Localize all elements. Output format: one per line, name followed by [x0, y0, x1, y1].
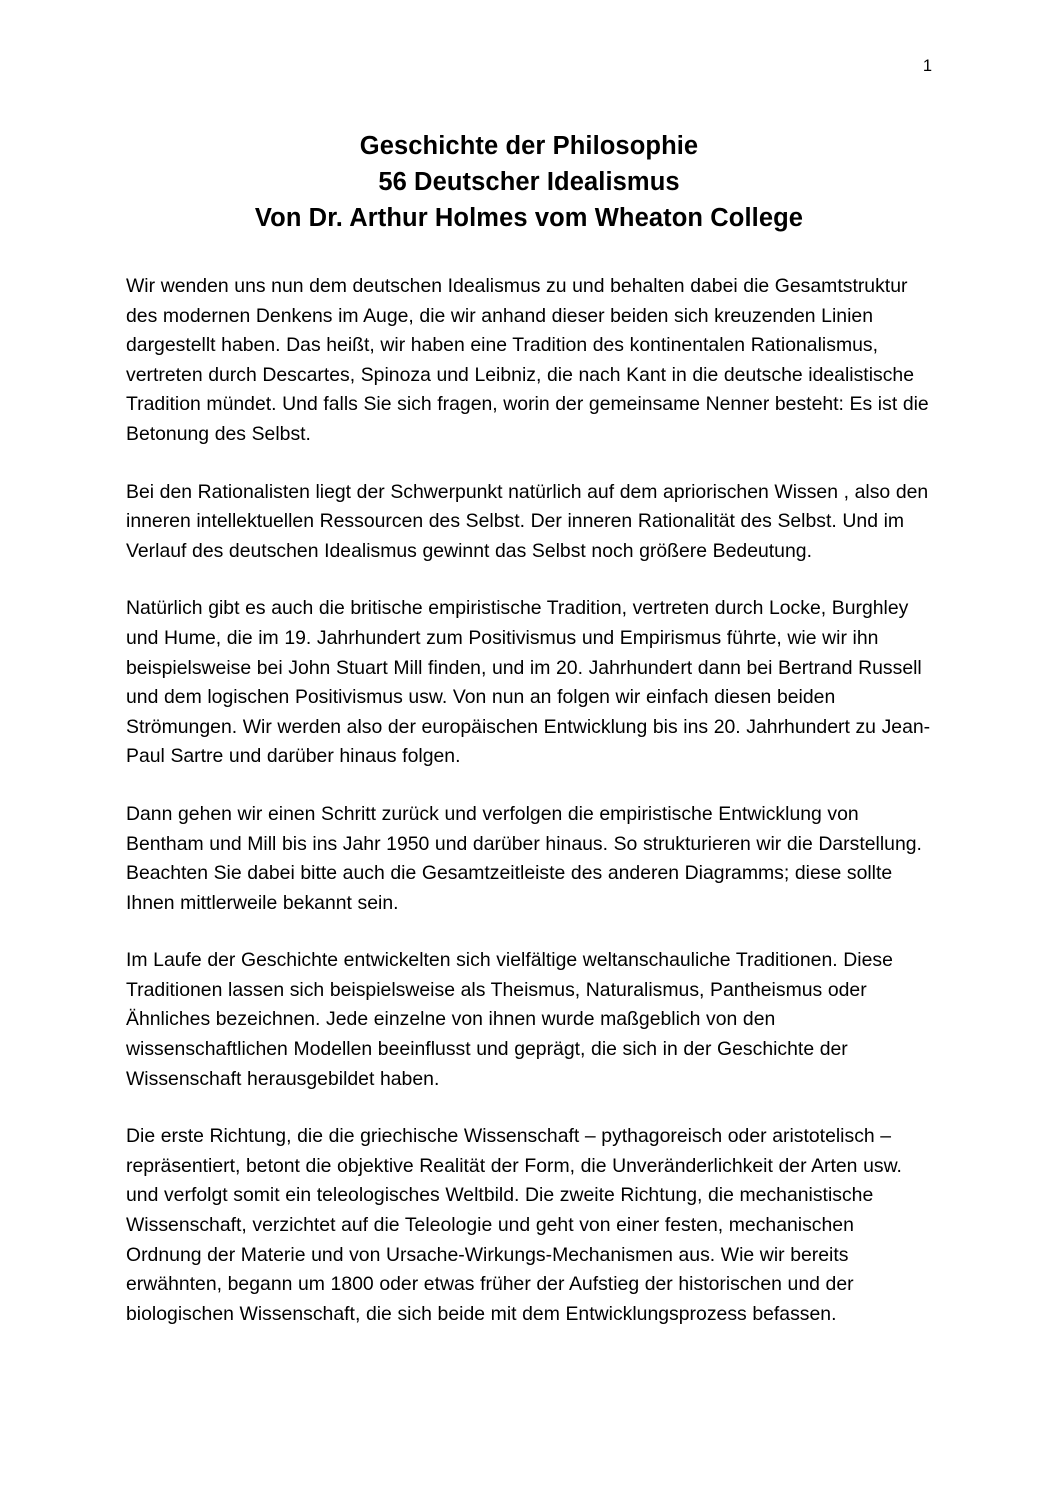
paragraph: Bei den Rationalisten liegt der Schwerpunkt natürlich auf dem apriorischen Wissen , also den inneren intellektuellen Ressourcen des Selbst. Der inneren Rationalität des Selbst. Und im Verlauf des deutschen Idealismus gewinnt das Selbst noch größere Bedeutung. — [126, 480, 929, 562]
page-title — [126, 128, 932, 237]
title-line-1: Geschichte der Philosophie — [359, 132, 699, 160]
paragraph: Die erste Richtung, die die griechische Wissenschaft – pythagoreisch oder aristotelisch – repräsentiert, betont die objektive Realität der Form, die Unveränderlichkeit der Arten usw. und verfolgt somit ein teleologisches Weltbild. Die zweite Richtung, die mechanistische Wissenschaft, verzichtet auf die Teleologie und geht von einer festen, mechanischen Ordnung der Materie und von Ursache-Wirkungs-Mechanismen aus. Wie wir bereits erwähnten, begann um 1800 oder etwas früher der Aufstieg der historischen und der biologischen Wissenschaft, die sich beide mit dem Entwicklungsprozess befassen. — [126, 1125, 902, 1325]
paragraph: Natürlich gibt es auch die britische empiristische Tradition, vertreten durch Locke, Burghley und Hume, die im 19. Jahrhundert zum Positivismus und Empirismus führte, wie wir ihn beispielsweise bei John Stuart Mill finden, und im 20. Jahrhundert dann bei Bertrand Russell und dem logischen Positivismus usw. Von nun an folgen wir einfach diesen beiden Strömungen. Wir werden also der europäischen Entwicklung bis ins 20. Jahrhundert zu Jean-Paul Sartre und darüber hinaus folgen. — [126, 597, 931, 768]
title-line-3: Von Dr. Arthur Holmes vom Wheaton College — [254, 204, 804, 233]
paragraph: Im Laufe der Geschichte entwickelten sich vielfältige weltanschauliche Traditionen. Diese Traditionen lassen sich beispielsweise als Theismus, Naturalismus, Pantheismus oder Ähnliches bezeichnen. Jede einzelne von ihnen wurde maßgeblich von den wissenschaftlichen Modellen beeinflusst und geprägt, die sich in der Geschichte der Wissenschaft herausgebildet haben. — [126, 949, 893, 1090]
page-number: 1 — [922, 57, 932, 75]
paragraph: Wir wenden uns nun dem deutschen Idealismus zu und behalten dabei die Gesamtstruktur des modernen Denkens im Auge, die wir anhand dieser beiden sich kreuzenden Linien dargestellt haben. Das heißt, wir haben eine Tradition des kontinentalen Rationalismus, vertreten durch Descartes, Spinoza und Leibniz, die nach Kant in die deutsche idealistische Tradition mündet. Und falls Sie sich fragen, worin der gemeinsame Nenner besteht: Es ist die Betonung des Selbst. — [126, 275, 929, 445]
title-line-2: 56 Deutscher Idealismus — [378, 168, 680, 197]
body-text — [126, 272, 932, 1329]
paragraph: Dann gehen wir einen Schritt zurück und verfolgen die empiristische Entwicklung von Bentham und Mill bis ins Jahr 1950 und darüber hinaus. So strukturieren wir die Darstellung. Beachten Sie dabei bitte auch die Gesamtzeitleiste des anderen Diagramms; diese sollte Ihnen mittlerweile bekannt sein. — [126, 802, 922, 914]
